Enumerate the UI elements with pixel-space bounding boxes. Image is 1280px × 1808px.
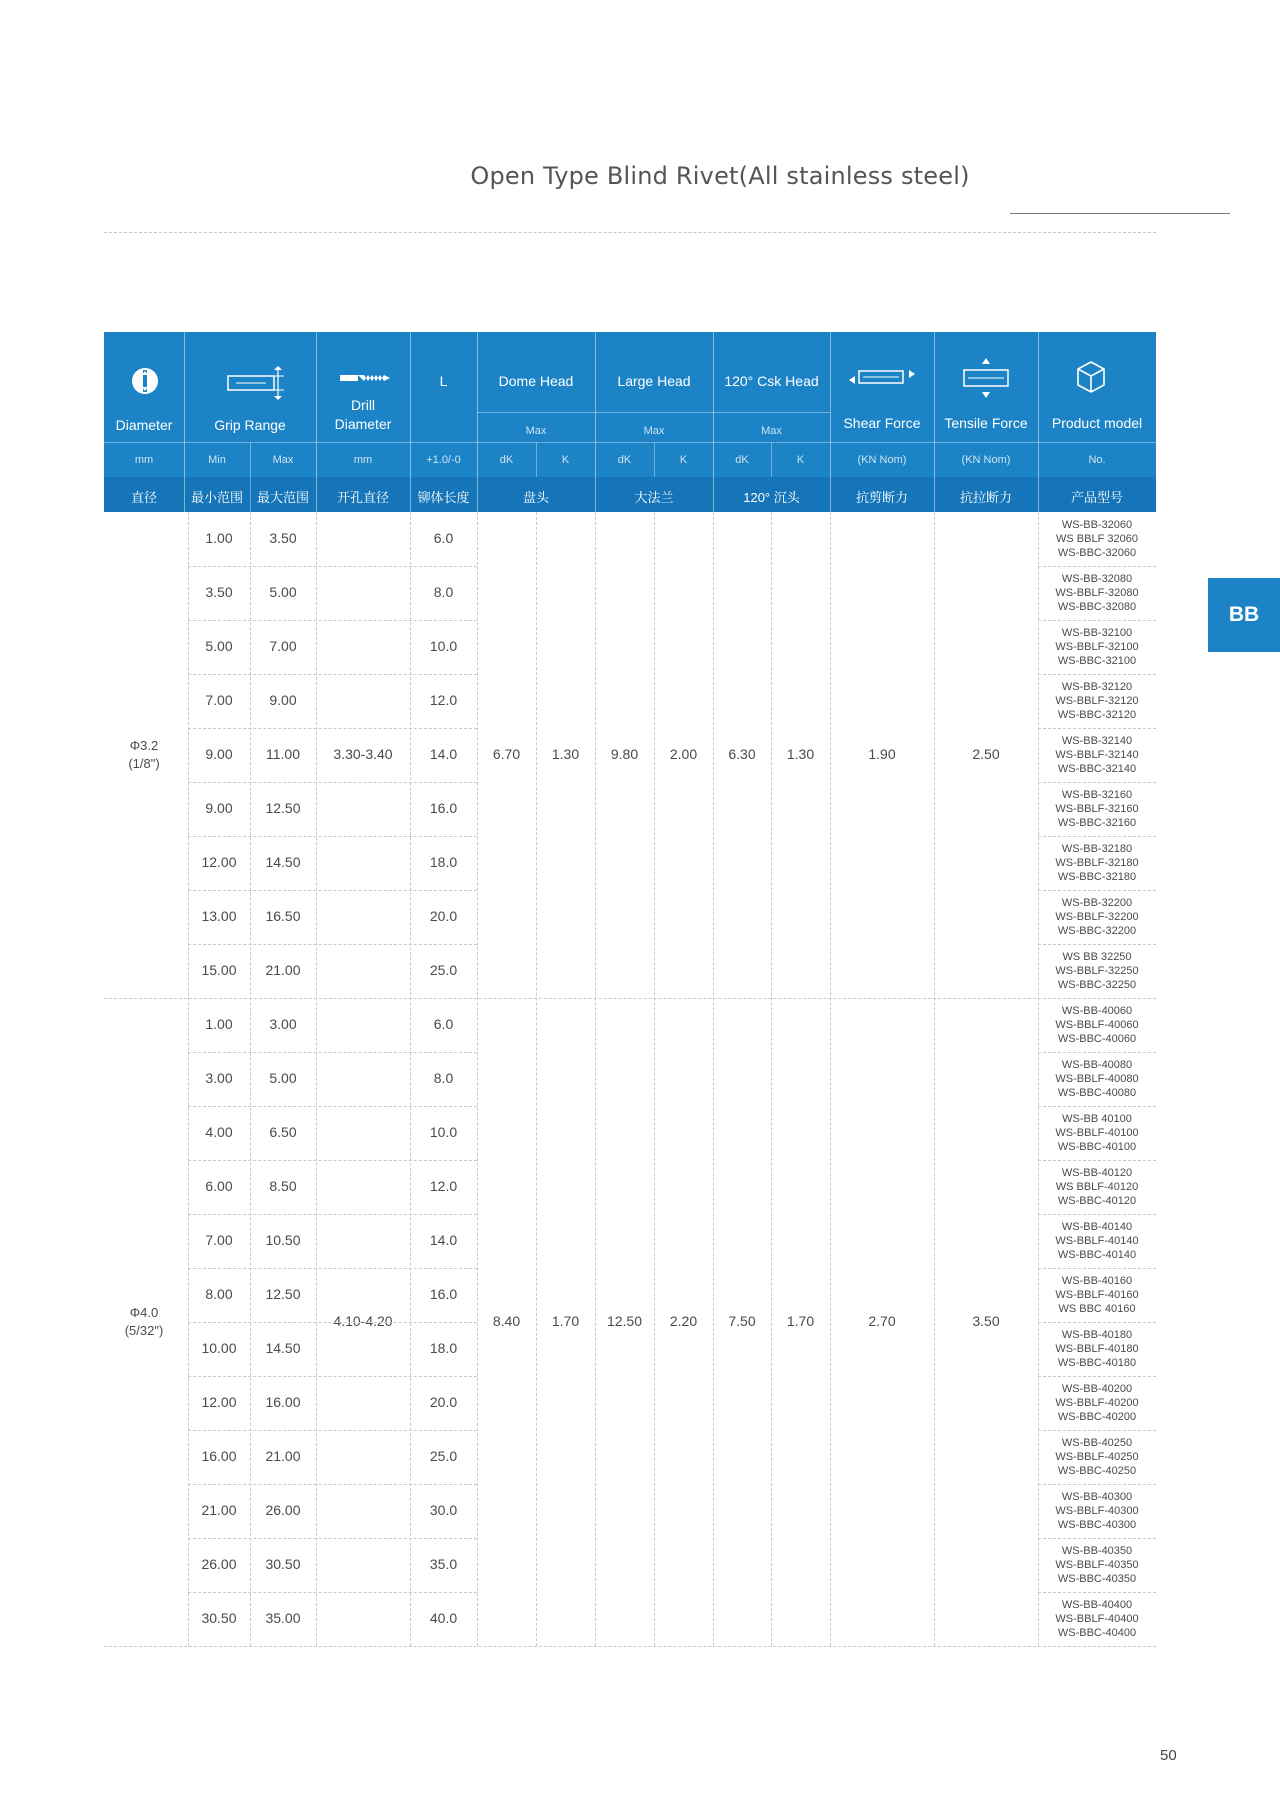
column-divider bbox=[771, 512, 772, 1646]
model-number: WS-BBC-40350 bbox=[1057, 1573, 1137, 1585]
row-divider bbox=[1038, 1592, 1156, 1593]
column-divider bbox=[1038, 512, 1039, 1646]
length-cell: 30.0 bbox=[429, 1502, 458, 1518]
product-model-cell bbox=[1038, 788, 1156, 830]
diameter-cell bbox=[104, 1304, 184, 1340]
length-cell: 16.0 bbox=[429, 1286, 458, 1302]
model-number: WS-BBLF-32140 bbox=[1055, 749, 1139, 761]
model-number: WS-BBC-32180 bbox=[1057, 871, 1137, 883]
row-divider bbox=[188, 566, 477, 567]
csk-k-label: K bbox=[796, 454, 805, 466]
drill-unit: mm bbox=[353, 454, 373, 466]
model-number: WS BBLF-40120 bbox=[1055, 1181, 1139, 1193]
row-divider bbox=[1038, 728, 1156, 729]
length-cell: 14.0 bbox=[429, 1232, 458, 1248]
title-underline bbox=[1010, 213, 1230, 214]
grip-min-cell: 7.00 bbox=[205, 1232, 233, 1248]
drill-diameter-cell: 4.10-4.20 bbox=[333, 1313, 393, 1329]
length-cell: 25.0 bbox=[429, 1448, 458, 1464]
cube-icon bbox=[1076, 360, 1106, 394]
model-number: WS-BBLF-40140 bbox=[1055, 1235, 1139, 1247]
model-number: WS-BB-32120 bbox=[1061, 681, 1133, 693]
grip-max-cell: 16.00 bbox=[265, 1394, 301, 1410]
length-cell: 8.0 bbox=[433, 584, 454, 600]
grip-min-cell: 7.00 bbox=[205, 692, 233, 708]
grip-max-cell: 26.00 bbox=[265, 1502, 301, 1518]
model-number: WS-BBC-32060 bbox=[1057, 547, 1137, 559]
header-max-line bbox=[477, 412, 830, 413]
diameter-inch: (5/32") bbox=[124, 1323, 164, 1338]
csk-k-cell: 1.30 bbox=[786, 746, 815, 762]
row-divider bbox=[188, 1268, 477, 1269]
model-number: WS-BB-40180 bbox=[1061, 1329, 1133, 1341]
length-label: L bbox=[439, 373, 448, 389]
grip-min-cell: 12.00 bbox=[201, 854, 237, 870]
grip-max-cell: 30.50 bbox=[265, 1556, 301, 1572]
tensile-force-cell: 2.50 bbox=[972, 746, 1000, 762]
header-divider bbox=[410, 332, 411, 512]
csk-dk-cell: 7.50 bbox=[728, 1313, 756, 1329]
product-model-cell bbox=[1038, 1058, 1156, 1100]
shear-force-cell: 2.70 bbox=[868, 1313, 896, 1329]
grip-max-zh: 最大范围 bbox=[256, 490, 309, 505]
grip-max-cell: 9.00 bbox=[269, 692, 297, 708]
row-divider bbox=[188, 1214, 477, 1215]
model-number: WS-BB-32160 bbox=[1061, 789, 1133, 801]
grip-max-cell: 7.00 bbox=[269, 638, 297, 654]
model-number: WS-BB-32080 bbox=[1061, 573, 1133, 585]
row-divider bbox=[188, 1592, 477, 1593]
model-number: WS-BBC-40400 bbox=[1057, 1627, 1137, 1639]
row-divider bbox=[188, 1160, 477, 1161]
model-number: WS-BB-40200 bbox=[1061, 1383, 1133, 1395]
product-model-cell bbox=[1038, 1166, 1156, 1208]
product-model-cell bbox=[1038, 842, 1156, 884]
tensile-force-icon bbox=[962, 358, 1010, 398]
diameter-cell bbox=[104, 737, 184, 773]
model-number: WS-BBC-40120 bbox=[1057, 1195, 1137, 1207]
model-number: WS-BBLF-32250 bbox=[1055, 965, 1139, 977]
shear-force-icon bbox=[849, 366, 915, 388]
grip-min-label: Min bbox=[208, 454, 226, 466]
grip-min-cell: 9.00 bbox=[205, 800, 233, 816]
grip-max-cell: 5.00 bbox=[269, 1070, 297, 1086]
grip-min-cell: 13.00 bbox=[201, 908, 237, 924]
csk-dk-label: dK bbox=[735, 454, 749, 466]
grip-min-cell: 9.00 bbox=[205, 746, 233, 762]
model-number: WS-BB-40080 bbox=[1061, 1059, 1133, 1071]
large-head-label: Large Head bbox=[617, 373, 691, 389]
model-number: WS-BB-40160 bbox=[1061, 1275, 1133, 1287]
length-cell: 12.0 bbox=[429, 1178, 458, 1194]
model-number: WS-BB-40120 bbox=[1061, 1167, 1133, 1179]
shear-zh: 抗剪断力 bbox=[855, 490, 908, 505]
page-number: 50 bbox=[1160, 1747, 1177, 1764]
column-divider bbox=[536, 512, 537, 1646]
row-divider bbox=[188, 1538, 477, 1539]
product-model-zh: 产品型号 bbox=[1070, 490, 1123, 505]
model-number: WS-BB-40250 bbox=[1061, 1437, 1133, 1449]
grip-min-cell: 12.00 bbox=[201, 1394, 237, 1410]
drill-label-line2: Diameter bbox=[334, 416, 392, 432]
grip-max-cell: 10.50 bbox=[265, 1232, 301, 1248]
large-k-cell: 2.20 bbox=[669, 1313, 698, 1329]
model-number: WS-BBLF-32080 bbox=[1055, 587, 1139, 599]
row-divider bbox=[1038, 1214, 1156, 1215]
product-model-cell bbox=[1038, 1490, 1156, 1532]
length-cell: 6.0 bbox=[433, 530, 454, 546]
model-number: WS-BBC-40140 bbox=[1057, 1249, 1137, 1261]
dome-zh: 盘头 bbox=[522, 490, 549, 505]
csk-k-cell: 1.70 bbox=[786, 1313, 815, 1329]
dome-k-cell: 1.70 bbox=[551, 1313, 580, 1329]
csk-dk-cell: 6.30 bbox=[728, 746, 756, 762]
product-model-cell bbox=[1038, 896, 1156, 938]
length-cell: 40.0 bbox=[429, 1610, 458, 1626]
product-model-cell bbox=[1038, 680, 1156, 722]
grip-min-cell: 6.00 bbox=[205, 1178, 233, 1194]
model-number: WS-BBC-32100 bbox=[1057, 655, 1137, 667]
large-k-label: K bbox=[679, 454, 688, 466]
grip-min-cell: 1.00 bbox=[205, 530, 233, 546]
grip-min-cell: 5.00 bbox=[205, 638, 233, 654]
model-number: WS-BBLF-40080 bbox=[1055, 1073, 1139, 1085]
csk-zh: 120° 沉头 bbox=[743, 490, 800, 505]
grip-min-cell: 26.00 bbox=[201, 1556, 237, 1572]
shear-unit: (KN Nom) bbox=[857, 454, 907, 466]
grip-min-cell: 10.00 bbox=[201, 1340, 237, 1356]
group-divider bbox=[104, 998, 1156, 999]
model-number: WS BB 32250 bbox=[1062, 951, 1132, 963]
model-number: WS-BB-32140 bbox=[1061, 735, 1133, 747]
large-dk-cell: 12.50 bbox=[606, 1313, 643, 1329]
large-dk-cell: 9.80 bbox=[610, 746, 639, 762]
product-model-cell bbox=[1038, 1544, 1156, 1586]
shear-force-label: Shear Force bbox=[843, 415, 921, 431]
product-model-label: Product model bbox=[1051, 415, 1143, 431]
row-divider bbox=[1038, 1538, 1156, 1539]
grip-min-cell: 30.50 bbox=[201, 1610, 237, 1626]
length-cell: 16.0 bbox=[429, 800, 458, 816]
product-model-cell bbox=[1038, 1220, 1156, 1262]
column-divider bbox=[654, 512, 655, 1646]
length-cell: 20.0 bbox=[429, 908, 458, 924]
shear-force-cell: 1.90 bbox=[868, 746, 896, 762]
model-number: WS-BB-40350 bbox=[1061, 1545, 1133, 1557]
model-number: WS-BBLF-40400 bbox=[1055, 1613, 1139, 1625]
model-number: WS-BBLF-40060 bbox=[1055, 1019, 1139, 1031]
model-number: WS-BBC-32140 bbox=[1057, 763, 1137, 775]
grip-max-cell: 21.00 bbox=[265, 1448, 301, 1464]
header-subrow-line bbox=[104, 442, 1156, 443]
length-cell: 10.0 bbox=[429, 1124, 458, 1140]
grip-min-cell: 16.00 bbox=[201, 1448, 237, 1464]
model-number: WS-BBLF-32100 bbox=[1055, 641, 1139, 653]
grip-max-cell: 21.00 bbox=[265, 962, 301, 978]
grip-max-cell: 35.00 bbox=[265, 1610, 301, 1626]
csk-max-label: Max bbox=[761, 425, 782, 437]
dome-dk-label: dK bbox=[499, 454, 514, 466]
grip-min-cell: 3.00 bbox=[205, 1070, 233, 1086]
model-number: WS-BBLF-40250 bbox=[1055, 1451, 1139, 1463]
model-number: WS BBLF 32060 bbox=[1056, 533, 1138, 545]
grip-min-cell: 4.00 bbox=[205, 1124, 233, 1140]
row-divider bbox=[1038, 1268, 1156, 1269]
model-number: WS-BBC-32160 bbox=[1057, 817, 1137, 829]
grip-range-icon bbox=[222, 366, 292, 400]
row-divider bbox=[188, 944, 477, 945]
grip-max-cell: 8.50 bbox=[269, 1178, 297, 1194]
dome-head-label: Dome Head bbox=[498, 373, 574, 389]
model-number: WS-BB 40100 bbox=[1062, 1113, 1132, 1125]
grip-max-cell: 14.50 bbox=[265, 1340, 301, 1356]
large-max-label: Max bbox=[643, 425, 665, 437]
row-divider bbox=[188, 890, 477, 891]
diameter-label: Diameter bbox=[115, 417, 173, 433]
column-divider bbox=[830, 512, 831, 1646]
model-number: WS-BBC-32120 bbox=[1057, 709, 1137, 721]
row-divider bbox=[1038, 620, 1156, 621]
model-number: WS-BBLF-40300 bbox=[1055, 1505, 1139, 1517]
product-model-cell bbox=[1038, 1598, 1156, 1640]
model-number: WS-BBC-40100 bbox=[1057, 1141, 1137, 1153]
model-number: WS-BBC-40080 bbox=[1057, 1087, 1137, 1099]
table-header bbox=[104, 332, 1156, 512]
column-divider bbox=[188, 512, 189, 1646]
column-divider bbox=[250, 512, 251, 1646]
grip-min-cell: 1.00 bbox=[205, 1016, 233, 1032]
model-number: WS-BB-40140 bbox=[1061, 1221, 1133, 1233]
length-cell: 18.0 bbox=[429, 1340, 458, 1356]
grip-min-cell: 3.50 bbox=[205, 584, 233, 600]
model-number: WS-BBLF-32180 bbox=[1055, 857, 1139, 869]
grip-max-cell: 12.50 bbox=[265, 800, 301, 816]
row-divider bbox=[1038, 1052, 1156, 1053]
row-divider bbox=[188, 1430, 477, 1431]
tensile-force-label: Tensile Force bbox=[944, 415, 1028, 431]
drill-zh: 开孔直径 bbox=[336, 490, 389, 505]
row-divider bbox=[1038, 890, 1156, 891]
grip-range-label: Grip Range bbox=[214, 417, 286, 433]
row-divider bbox=[1038, 1160, 1156, 1161]
length-cell: 20.0 bbox=[429, 1394, 458, 1410]
column-divider bbox=[477, 512, 478, 1646]
model-number: WS-BB-32200 bbox=[1061, 897, 1133, 909]
row-divider bbox=[188, 728, 477, 729]
model-number: WS-BBC-32250 bbox=[1057, 979, 1137, 991]
row-divider bbox=[188, 1322, 477, 1323]
model-number: WS-BBLF-40180 bbox=[1055, 1343, 1139, 1355]
model-number: WS-BBLF-40100 bbox=[1055, 1127, 1139, 1139]
model-number: WS-BB-32060 bbox=[1061, 519, 1133, 531]
length-cell: 18.0 bbox=[429, 854, 458, 870]
model-number: WS-BB-40060 bbox=[1061, 1005, 1133, 1017]
model-number: WS-BBLF-32200 bbox=[1055, 911, 1139, 923]
tensile-zh: 抗拉断力 bbox=[959, 490, 1012, 505]
model-number: WS-BBLF-40200 bbox=[1055, 1397, 1139, 1409]
model-number: WS-BBC-40250 bbox=[1057, 1465, 1137, 1477]
dome-dk-cell: 8.40 bbox=[492, 1313, 521, 1329]
column-divider bbox=[595, 512, 596, 1646]
product-model-unit: No. bbox=[1088, 454, 1106, 466]
product-model-cell bbox=[1038, 1436, 1156, 1478]
dome-max-label: Max bbox=[525, 425, 547, 437]
grip-max-cell: 16.50 bbox=[265, 908, 301, 924]
grip-min-cell: 21.00 bbox=[201, 1502, 237, 1518]
product-model-cell bbox=[1038, 734, 1156, 776]
grip-max-cell: 12.50 bbox=[265, 1286, 301, 1302]
length-cell: 8.0 bbox=[433, 1070, 454, 1086]
diameter-value: Φ3.2 bbox=[129, 738, 159, 753]
model-number: WS-BB-40400 bbox=[1061, 1599, 1133, 1611]
product-model-cell bbox=[1038, 1328, 1156, 1370]
product-model-cell bbox=[1038, 518, 1156, 560]
product-model-cell bbox=[1038, 1112, 1156, 1154]
header-divider bbox=[595, 332, 596, 512]
row-divider bbox=[1038, 1106, 1156, 1107]
model-number: WS-BBLF-32120 bbox=[1055, 695, 1139, 707]
model-number: WS-BB-32100 bbox=[1061, 627, 1133, 639]
row-divider bbox=[188, 1484, 477, 1485]
row-divider bbox=[188, 674, 477, 675]
row-divider bbox=[188, 782, 477, 783]
grip-min-cell: 8.00 bbox=[205, 1286, 233, 1302]
grip-max-cell: 14.50 bbox=[265, 854, 301, 870]
row-divider bbox=[1038, 674, 1156, 675]
csk-head-label: 120° Csk Head bbox=[724, 373, 819, 389]
drill-label-line1: Drill bbox=[350, 397, 376, 413]
dome-k-cell: 1.30 bbox=[551, 746, 580, 762]
model-number: WS-BBLF-32160 bbox=[1055, 803, 1139, 815]
row-divider bbox=[188, 1106, 477, 1107]
header-divider bbox=[713, 332, 714, 512]
drill-bit-icon bbox=[340, 372, 390, 384]
grip-max-cell: 5.00 bbox=[269, 584, 297, 600]
row-divider bbox=[1038, 782, 1156, 783]
grip-min-cell: 15.00 bbox=[201, 962, 237, 978]
row-divider bbox=[188, 620, 477, 621]
length-zh: 铆体长度 bbox=[417, 490, 470, 505]
length-cell: 35.0 bbox=[429, 1556, 458, 1572]
length-cell: 25.0 bbox=[429, 962, 458, 978]
product-model-cell bbox=[1038, 1274, 1156, 1316]
row-divider bbox=[188, 1376, 477, 1377]
model-number: WS-BB-32180 bbox=[1061, 843, 1133, 855]
length-cell: 10.0 bbox=[429, 638, 458, 654]
grip-max-cell: 11.00 bbox=[266, 746, 300, 762]
row-divider bbox=[188, 836, 477, 837]
model-number: WS-BBC-40180 bbox=[1057, 1357, 1137, 1369]
column-divider bbox=[410, 512, 411, 1646]
diameter-zh: 直径 bbox=[130, 490, 157, 505]
title-divider bbox=[104, 232, 1156, 233]
dome-k-label: K bbox=[561, 454, 570, 466]
grip-max-cell: 6.50 bbox=[269, 1124, 297, 1140]
model-number: WS BBC 40160 bbox=[1058, 1303, 1136, 1315]
product-model-cell bbox=[1038, 626, 1156, 668]
large-zh: 大法兰 bbox=[634, 490, 674, 505]
row-divider bbox=[188, 1052, 477, 1053]
table-body bbox=[104, 512, 1156, 1646]
diameter-value: Φ4.0 bbox=[129, 1305, 159, 1320]
grip-max-cell: 3.00 bbox=[269, 1016, 297, 1032]
model-number: WS-BBC-32080 bbox=[1057, 601, 1137, 613]
dome-dk-cell: 6.70 bbox=[492, 746, 521, 762]
column-divider bbox=[934, 512, 935, 1646]
model-number: WS-BB-40300 bbox=[1061, 1491, 1133, 1503]
row-divider bbox=[1038, 944, 1156, 945]
grip-max-label: Max bbox=[272, 454, 294, 466]
page-title: Open Type Blind Rivet(All stainless steel) bbox=[470, 162, 970, 190]
model-number: WS-BBLF-40350 bbox=[1055, 1559, 1139, 1571]
group-divider bbox=[104, 1646, 1156, 1647]
length-cell: 6.0 bbox=[433, 1016, 454, 1032]
column-divider bbox=[713, 512, 714, 1646]
section-tab[interactable]: BB bbox=[1208, 578, 1280, 652]
model-number: WS-BBC-40060 bbox=[1057, 1033, 1137, 1045]
large-dk-label: dK bbox=[617, 454, 632, 466]
tensile-force-cell: 3.50 bbox=[972, 1313, 1000, 1329]
row-divider bbox=[1038, 1322, 1156, 1323]
model-number: WS-BBC-40300 bbox=[1057, 1519, 1137, 1531]
model-number: WS-BBC-32200 bbox=[1057, 925, 1137, 937]
row-divider bbox=[1038, 1376, 1156, 1377]
column-divider bbox=[316, 512, 317, 1646]
length-cell: 12.0 bbox=[429, 692, 458, 708]
diameter-icon bbox=[130, 366, 160, 396]
drill-diameter-cell: 3.30-3.40 bbox=[333, 746, 393, 762]
row-divider bbox=[1038, 1430, 1156, 1431]
header-divider bbox=[477, 332, 478, 512]
row-divider bbox=[1038, 1484, 1156, 1485]
length-tolerance: +1.0/-0 bbox=[426, 454, 461, 466]
tensile-unit: (KN Nom) bbox=[961, 454, 1011, 466]
row-divider bbox=[1038, 836, 1156, 837]
diameter-unit: mm bbox=[134, 454, 154, 466]
diameter-inch: (1/8") bbox=[128, 756, 160, 771]
grip-max-cell: 3.50 bbox=[269, 530, 297, 546]
model-number: WS-BBLF-40160 bbox=[1055, 1289, 1139, 1301]
product-model-cell bbox=[1038, 572, 1156, 614]
product-model-cell bbox=[1038, 950, 1156, 992]
length-cell: 14.0 bbox=[429, 746, 458, 762]
model-number: WS-BBC-40200 bbox=[1057, 1411, 1137, 1423]
product-model-cell bbox=[1038, 1382, 1156, 1424]
large-k-cell: 2.00 bbox=[669, 746, 698, 762]
row-divider bbox=[1038, 566, 1156, 567]
grip-min-zh: 最小范围 bbox=[190, 490, 243, 505]
product-model-cell bbox=[1038, 1004, 1156, 1046]
